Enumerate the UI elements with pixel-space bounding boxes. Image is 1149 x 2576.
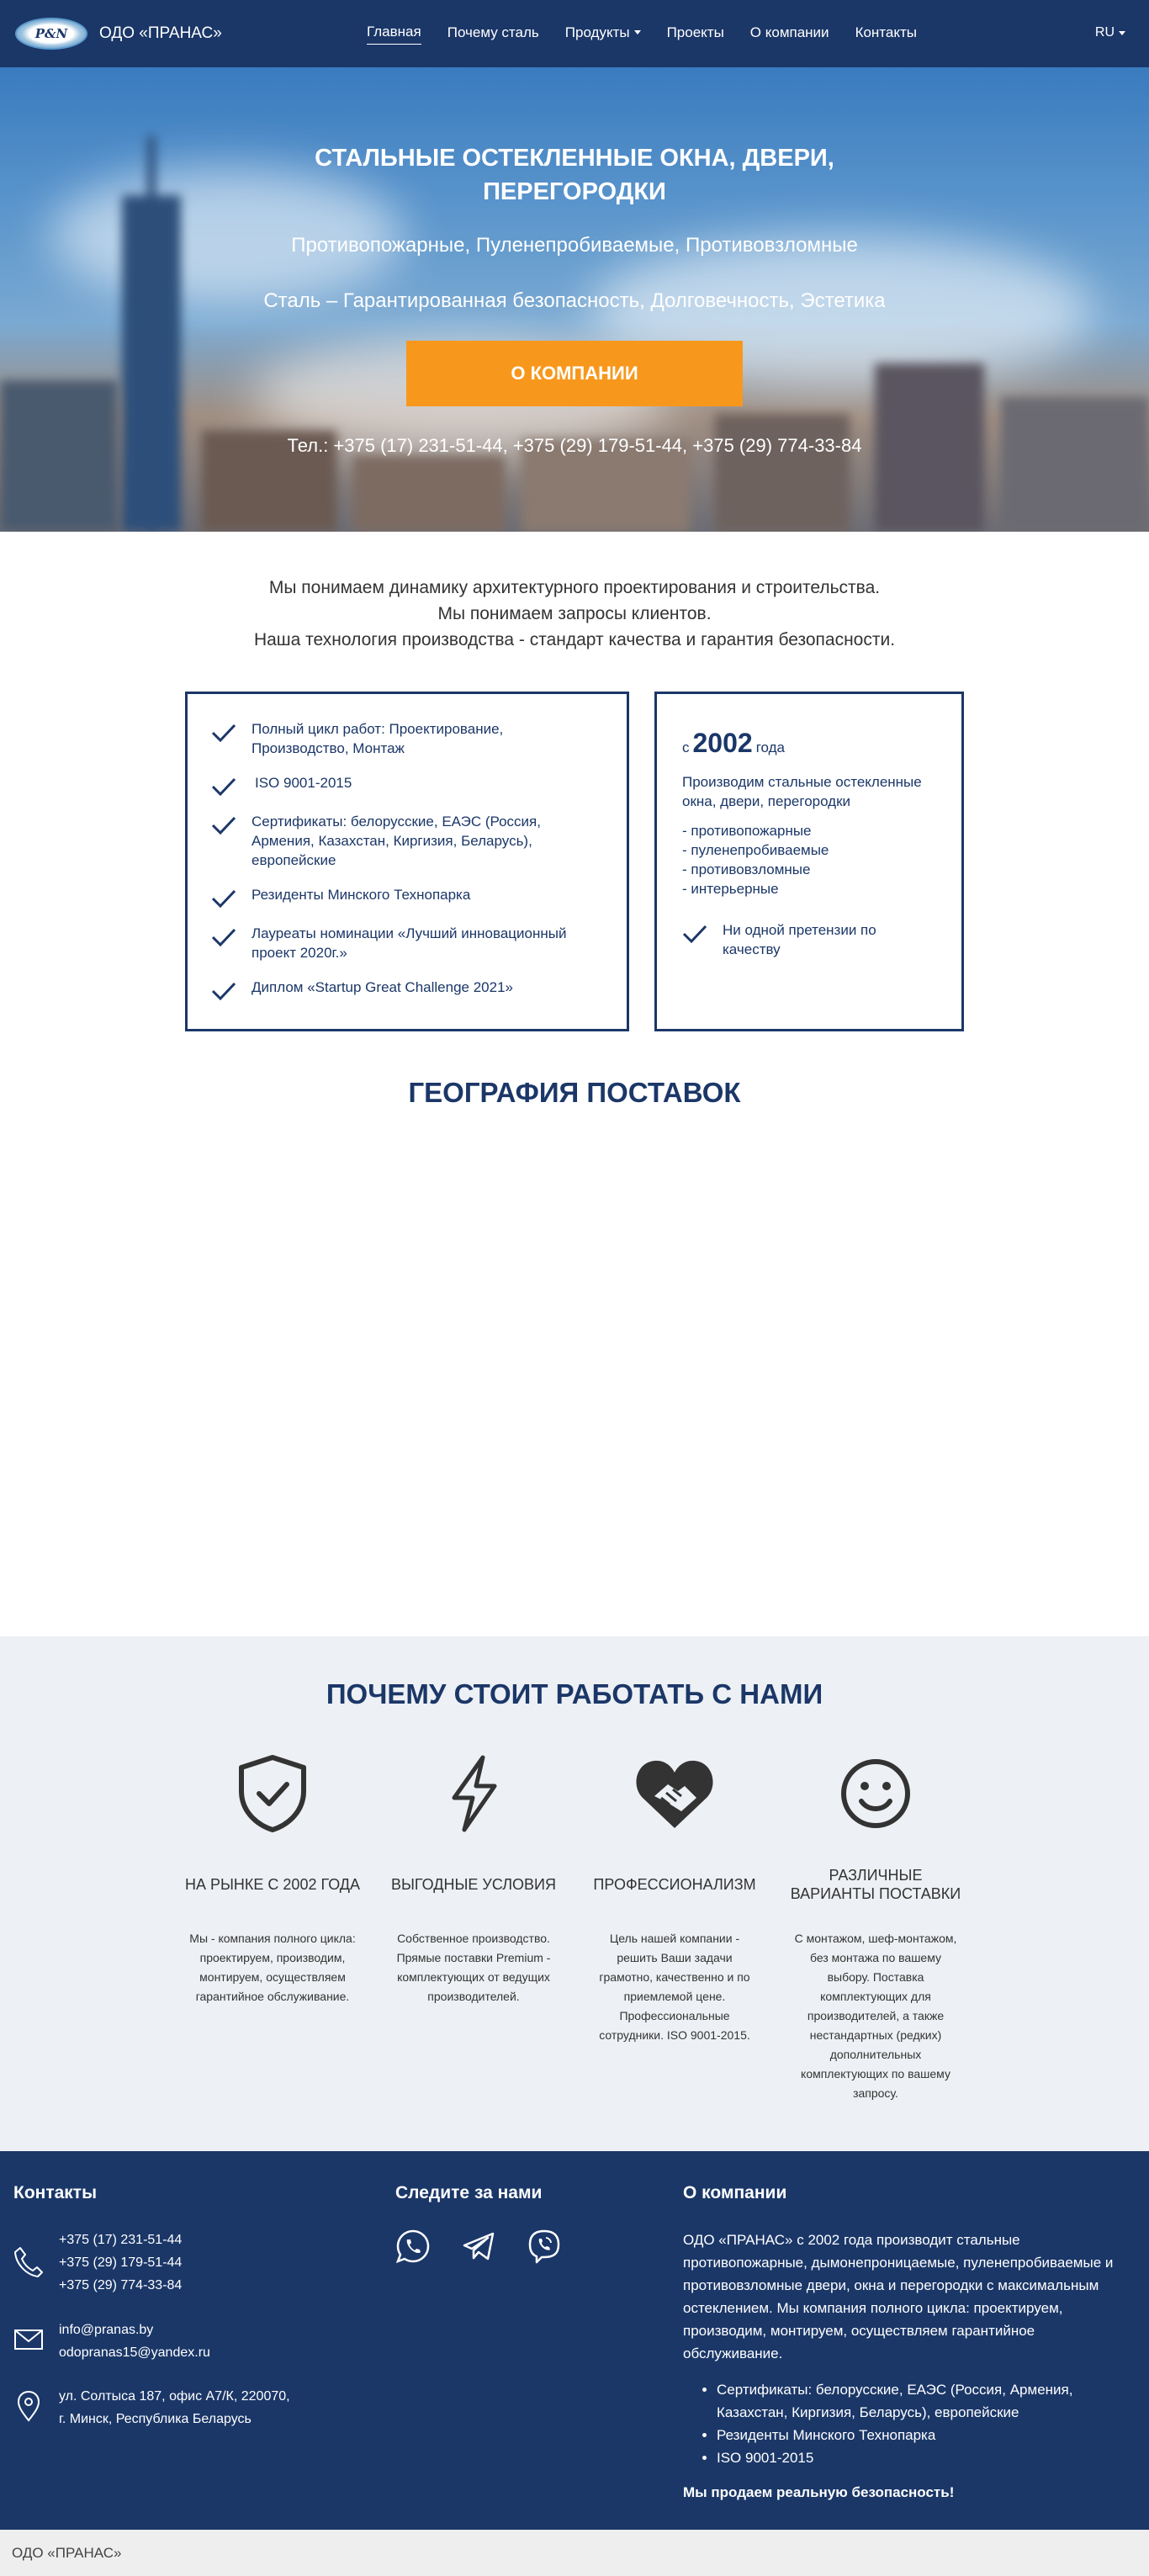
geography-title: ГЕОГРАФИЯ ПОСТАВОК [408, 1077, 741, 1108]
smile-icon [838, 1754, 913, 1833]
telegram-icon[interactable] [461, 2229, 496, 2264]
advantages-box [185, 692, 629, 1031]
chevron-down-icon [634, 30, 641, 34]
mail-icon [13, 2327, 44, 2352]
feature-text: Мы - компания полного цикла: проектируем, производим, монтируем, осуществляем гарантийное обслуживание. [189, 1932, 356, 2003]
footer-phone-link[interactable]: +375 (29) 774-33-84 [59, 2278, 183, 2292]
footer-contacts-title: Контакты [13, 2183, 98, 2202]
footer-address-line: ул. Солтыса 187, офис А7/К, 220070, [59, 2389, 290, 2404]
intro-line: Мы понимаем запросы клиентов. [437, 604, 712, 623]
phone-icon [13, 2245, 44, 2277]
about-company-button[interactable]: О КОМПАНИИ [406, 341, 743, 406]
language-label: RU [1094, 25, 1115, 40]
check-icon [682, 924, 707, 944]
footer [0, 2151, 1149, 2530]
lightning-icon [436, 1754, 511, 1833]
social-links [395, 2229, 592, 2264]
list-item-text: Сертификаты: белорусские, ЕАЭС (Россия, Армения, Казахстан, Киргизия, Беларусь), европейские [252, 814, 541, 868]
list-item-text: Лауреаты номинации «Лучший инновационный проект 2020г.» [252, 925, 567, 961]
list-item: • ISO 9001-2015 [717, 2446, 1137, 2469]
check-icon [211, 723, 236, 743]
map-pin-icon [13, 2390, 44, 2422]
list-item [211, 924, 603, 962]
nav-item-products-label: Продукты [564, 24, 630, 40]
nav-item-contacts[interactable]: Контакты [855, 24, 917, 40]
shield-check-icon [235, 1754, 310, 1833]
check-icon [211, 981, 236, 1001]
feature-text: С монтажом, шеф-монтажом, без монтажа по вашему выбору. Поставка комплектующих для производителей, а также нестандартных (редких) дополнительных комплектующих по вашему запросу. [794, 1932, 957, 2100]
list-item [211, 812, 603, 870]
hero-building [353, 456, 505, 532]
list-item [211, 773, 603, 797]
since-prefix: с [682, 739, 690, 755]
main-nav [367, 24, 943, 45]
intro-line: Наша технология производства - стандарт качества и гарантия безопасности. [253, 630, 896, 649]
hero-phones: Тел.: +375 (17) 231-51-44, +375 (29) 179-51-44, +375 (29) 774-33-84 [287, 435, 862, 456]
feature-title: НА РЫНКЕ С 2002 ГОДА [184, 1876, 361, 1893]
hero-tagline: Сталь – Гарантированная безопасность, Долговечность, Эстетика [263, 289, 886, 312]
nav-item-projects[interactable]: Проекты [666, 24, 724, 40]
nav-item-products[interactable] [565, 24, 641, 45]
list-item-text: ISO 9001-2015 [255, 775, 352, 791]
since-year [682, 728, 936, 759]
product-type: - противовзломные [682, 861, 811, 877]
feature-card [383, 1754, 564, 2006]
brand-link[interactable] [15, 18, 222, 50]
nav-item-about[interactable]: О компании [749, 24, 829, 40]
feature-card [182, 1754, 363, 2006]
footer-about-text: ОДО «ПРАНАС» с 2002 года производит стальные противопожарные, дымонепроницаемые, пуленепробиваемые и противовзломные двери, окна и перегородки с максимальным остеклением. Мы компания полного цикла: проектируем, производим, монтируем, осуществляем гарантийное обслуживание. [683, 2232, 1114, 2361]
viber-icon[interactable] [527, 2229, 562, 2264]
list-item [211, 978, 603, 1001]
list-item-text: Полный цикл работ: Проектирование, Производство, Монтаж [252, 721, 504, 756]
feature-title: ВЫГОДНЫЕ УСЛОВИЯ [390, 1876, 556, 1893]
list-item-text: Диплом «Startup Great Challenge 2021» [252, 979, 513, 995]
product-type: - пуленепробиваемые [682, 842, 829, 858]
feature-card [584, 1754, 765, 2045]
list-item [211, 885, 603, 909]
since-box [654, 692, 964, 1031]
feature-title: ПРОФЕССИОНАЛИЗМ [593, 1876, 756, 1893]
intro-text [0, 575, 1149, 653]
brand-logo-text: P&N [34, 26, 68, 41]
hero-subtitle: Противопожарные, Пуленепробиваемые, Противовзломные [291, 234, 858, 257]
since-suffix: года [755, 739, 785, 755]
why-section [0, 1636, 1149, 2151]
hero-building [147, 136, 156, 532]
product-type: - интерьерные [682, 881, 779, 897]
footer-about-list [717, 2378, 1137, 2469]
footer-follow-title: Следите за нами [395, 2183, 543, 2202]
hero-title: СТАЛЬНЫЕ ОСТЕКЛЕННЫЕ ОКНА, ДВЕРИ, ПЕРЕГОРОДКИ [315, 145, 834, 205]
brand-logo [15, 18, 87, 50]
product-types-list [682, 821, 936, 898]
feature-card [785, 1754, 966, 2103]
footer-phone-link[interactable]: +375 (29) 179-51-44 [59, 2255, 183, 2270]
list-item: • Резиденты Минского Технопарка [717, 2424, 1137, 2446]
since-year-number: 2002 [692, 728, 753, 758]
list-item [211, 719, 603, 758]
brand-name: ОДО «ПРАНАС» [99, 24, 222, 42]
production-text: Производим стальные остекленные окна, двери, перегородки [682, 774, 922, 809]
check-icon [211, 888, 236, 909]
product-type: - противопожарные [682, 823, 812, 839]
footer-address [13, 2385, 290, 2430]
hero-building [715, 414, 850, 532]
feature-title: РАЗЛИЧНЫЕ ВАРИАНТЫ ПОСТАВКИ [790, 1867, 961, 1902]
hero-building [1001, 397, 1149, 532]
list-item: • Сертификаты: белорусские, ЕАЭС (Россия, Армения, Казахстан, Киргизия, Беларусь), европейские [717, 2378, 1137, 2424]
footer-emails [13, 2319, 210, 2364]
check-icon [211, 927, 236, 947]
footer-address-line: г. Минск, Республика Беларусь [59, 2412, 252, 2426]
quality-claim-text: Ни одной претензии по качеству [723, 922, 876, 957]
check-icon [211, 815, 236, 835]
bottom-bar [0, 2530, 1149, 2576]
footer-slogan: Мы продаем реальную безопасность! [683, 2484, 955, 2500]
footer-email-link[interactable]: odopranas15@yandex.ru [59, 2345, 210, 2360]
navbar [0, 0, 1149, 67]
check-icon [211, 777, 236, 797]
language-dropdown[interactable] [1095, 25, 1125, 40]
whatsapp-icon[interactable] [395, 2229, 431, 2264]
feature-text: Цель нашей компании - решить Ваши задачи грамотно, качественно и по приемлемой цене. Профессиональные сотрудники. ISO 9001-2015. [599, 1932, 750, 2042]
why-title: ПОЧЕМУ СТОИТ РАБОТАТЬ С НАМИ [326, 1678, 823, 1709]
copyright-text: ОДО «ПРАНАС» [12, 2544, 122, 2561]
footer-email-link[interactable]: info@pranas.by [59, 2323, 154, 2337]
chevron-down-icon [1119, 31, 1125, 35]
quality-claim [682, 920, 936, 959]
nav-item-why-steel[interactable]: Почему сталь [447, 24, 539, 40]
footer-phones [13, 2229, 182, 2297]
intro-line: Мы понимаем динамику архитектурного проектирования и строительства. [268, 578, 881, 597]
hero-section [0, 67, 1149, 532]
nav-item-home[interactable]: Главная [367, 24, 421, 45]
footer-about-title: О компании [683, 2183, 787, 2202]
feature-text: Собственное производство. Прямые поставки Premium - комплектующих от ведущих производителей. [396, 1932, 551, 2003]
list-item-text: Резиденты Минского Технопарка [252, 887, 471, 903]
footer-phone-link[interactable]: +375 (17) 231-51-44 [59, 2233, 183, 2247]
heart-handshake-icon [633, 1754, 717, 1833]
